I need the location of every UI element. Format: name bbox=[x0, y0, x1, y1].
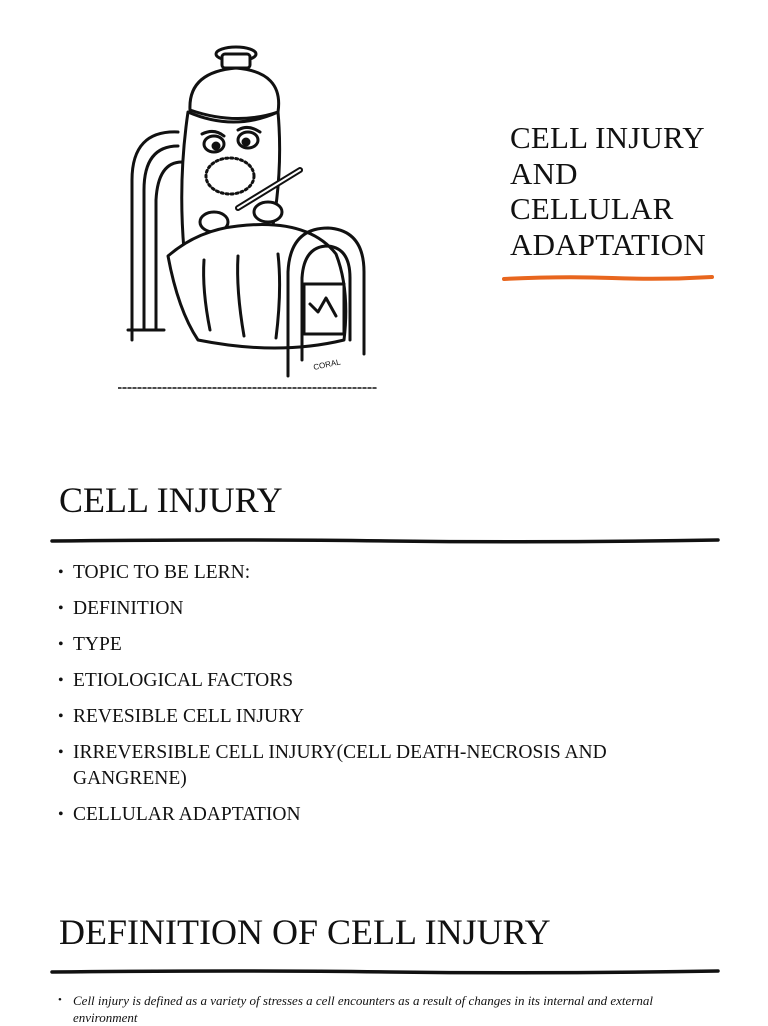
bullet-icon: • bbox=[58, 636, 64, 653]
definition-text: Cell injury is defined as a variety of stresses a cell encounters as a result of changes in its internal and external environment bbox=[73, 993, 653, 1025]
title-line-4: ADAPTATION bbox=[510, 226, 706, 262]
list-item: • TOPIC TO BE LERN: bbox=[58, 560, 698, 586]
accent-underline bbox=[502, 272, 714, 284]
slide-heading: DEFINITION OF CELL INJURY bbox=[59, 912, 551, 952]
list-item: • CELLULAR ADAPTATION bbox=[58, 802, 698, 828]
title-line-1: CELL INJURY bbox=[510, 120, 705, 155]
slide-heading: CELL INJURY bbox=[59, 480, 283, 520]
title-slide bbox=[0, 0, 768, 400]
bullet-icon: • bbox=[58, 600, 64, 617]
illustration-signature: CORAL bbox=[312, 357, 342, 372]
bullet-icon: • bbox=[58, 708, 64, 725]
heading-rule bbox=[50, 967, 720, 977]
bullet-icon: • bbox=[58, 994, 62, 1006]
heading-rule bbox=[50, 536, 720, 546]
list-item: • REVESIBLE CELL INJURY bbox=[58, 704, 698, 730]
bullet-icon: • bbox=[58, 672, 64, 689]
bullet-icon: • bbox=[58, 744, 64, 761]
title-slide-heading bbox=[510, 120, 760, 262]
definition-text-item bbox=[58, 992, 693, 1026]
bullet-icon: • bbox=[58, 564, 64, 581]
list-item: • ETIOLOGICAL FACTORS bbox=[58, 668, 698, 694]
bullet-icon: • bbox=[58, 806, 64, 823]
definition-slide bbox=[0, 870, 768, 1024]
title-line-3: CELLULAR bbox=[510, 191, 674, 226]
sick-cell-in-bed-illustration bbox=[118, 40, 378, 392]
list-item: • DEFINITION bbox=[58, 596, 698, 622]
list-item: • TYPE bbox=[58, 632, 698, 658]
list-item: • IRREVERSIBLE CELL INJURY(CELL DEATH-NECROSIS AND GANGRENE) bbox=[58, 742, 607, 789]
title-line-2: AND bbox=[510, 155, 578, 191]
topic-list bbox=[58, 560, 698, 838]
cell-injury-slide bbox=[0, 440, 768, 860]
